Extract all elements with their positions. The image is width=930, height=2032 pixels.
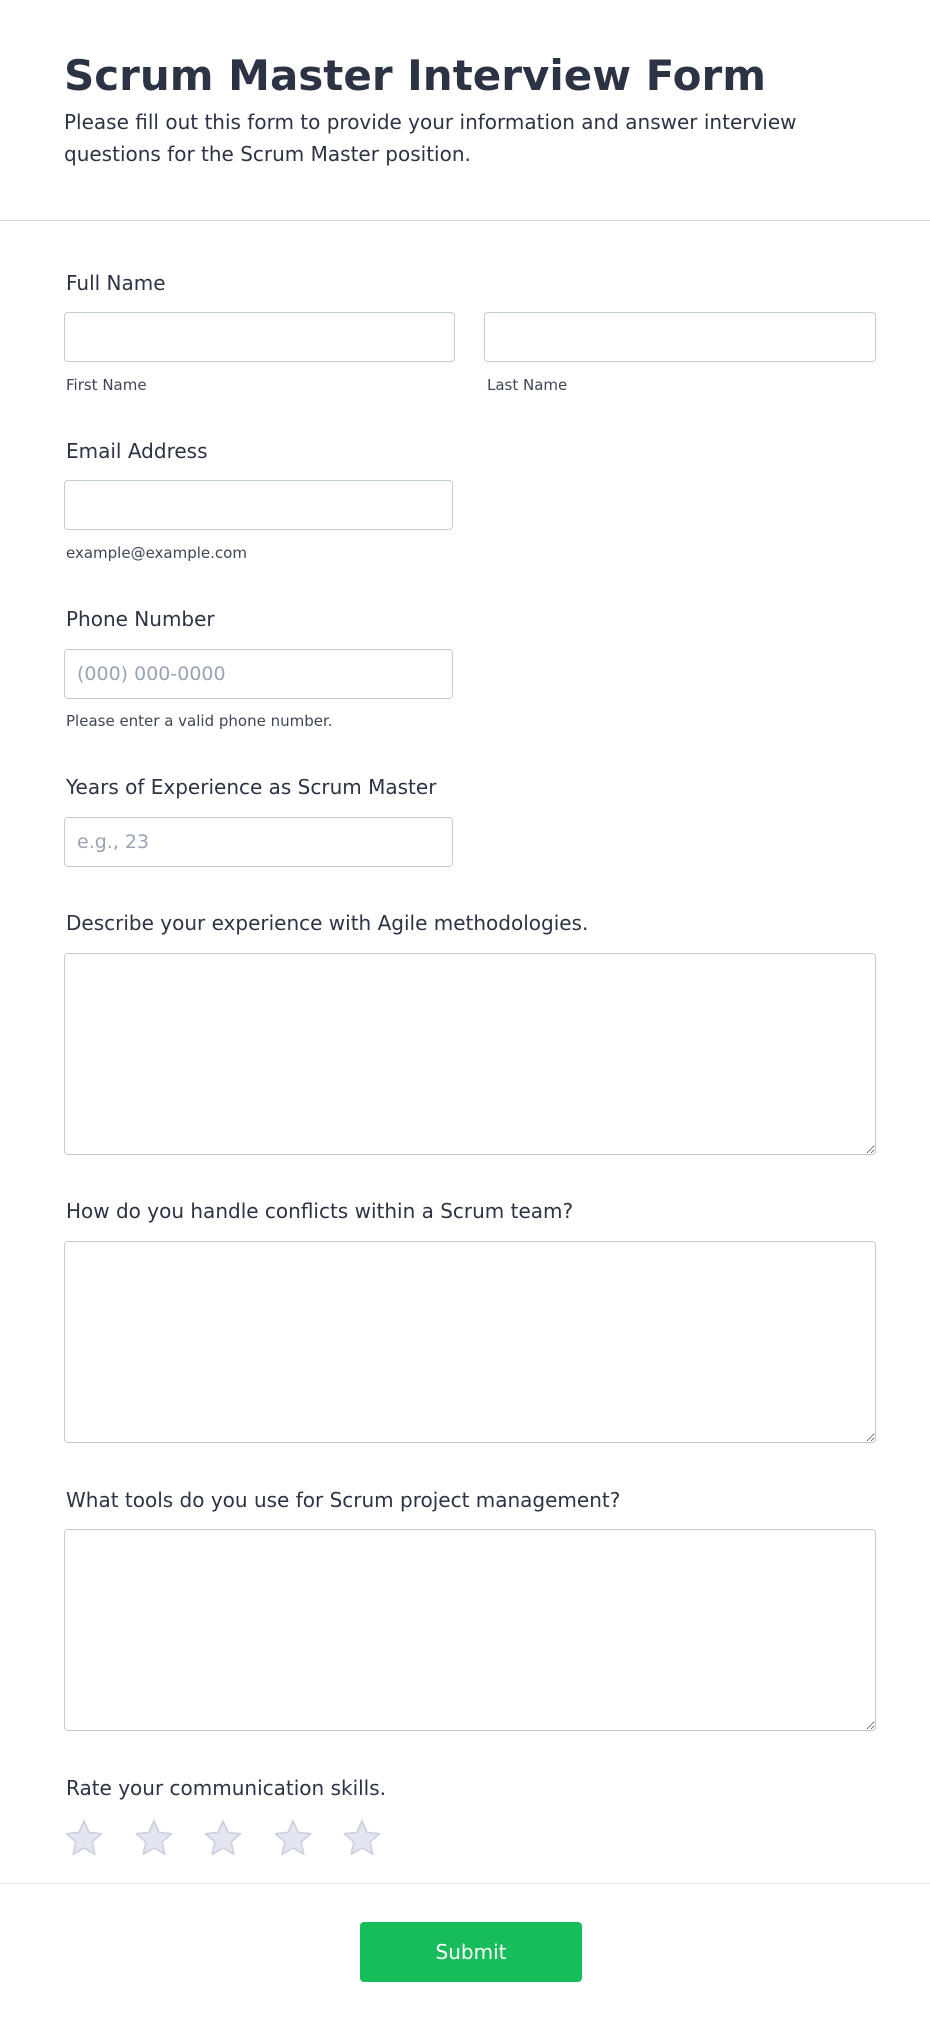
full-name-label: Full Name <box>66 271 166 295</box>
agile-experience-label: Describe your experience with Agile methodologies. <box>66 911 589 935</box>
star-icon[interactable] <box>134 1818 174 1858</box>
email-input[interactable] <box>64 480 453 530</box>
last-name-input[interactable] <box>484 312 876 362</box>
email-sublabel: example@example.com <box>66 544 247 562</box>
experience-label: Years of Experience as Scrum Master <box>66 775 437 799</box>
first-name-sublabel: First Name <box>66 376 147 394</box>
star-icon[interactable] <box>64 1818 104 1858</box>
star-icon[interactable] <box>273 1818 313 1858</box>
phone-input[interactable] <box>64 649 453 699</box>
conflict-handling-label: How do you handle conflicts within a Scrum team? <box>66 1199 574 1223</box>
form-description: Please fill out this form to provide your information and answer interview questions for the Scrum Master position. <box>64 110 797 166</box>
experience-input[interactable] <box>64 817 453 867</box>
phone-label: Phone Number <box>66 607 215 631</box>
scrum-tools-textarea[interactable] <box>64 1529 876 1731</box>
submit-button[interactable]: Submit <box>360 1922 582 1982</box>
phone-sublabel: Please enter a valid phone number. <box>66 712 333 730</box>
first-name-input[interactable] <box>64 312 455 362</box>
communication-rating-label: Rate your communication skills. <box>66 1776 387 1800</box>
star-rating <box>64 1818 412 1858</box>
last-name-sublabel: Last Name <box>487 376 568 394</box>
star-icon[interactable] <box>203 1818 243 1858</box>
email-label: Email Address <box>66 439 208 463</box>
scrum-tools-label: What tools do you use for Scrum project management? <box>66 1488 621 1512</box>
star-icon[interactable] <box>342 1818 382 1858</box>
conflict-handling-textarea[interactable] <box>64 1241 876 1443</box>
page-title: Scrum Master Interview Form <box>64 51 766 100</box>
footer-divider <box>0 1883 930 1884</box>
form-header <box>0 0 930 221</box>
agile-experience-textarea[interactable] <box>64 953 876 1155</box>
